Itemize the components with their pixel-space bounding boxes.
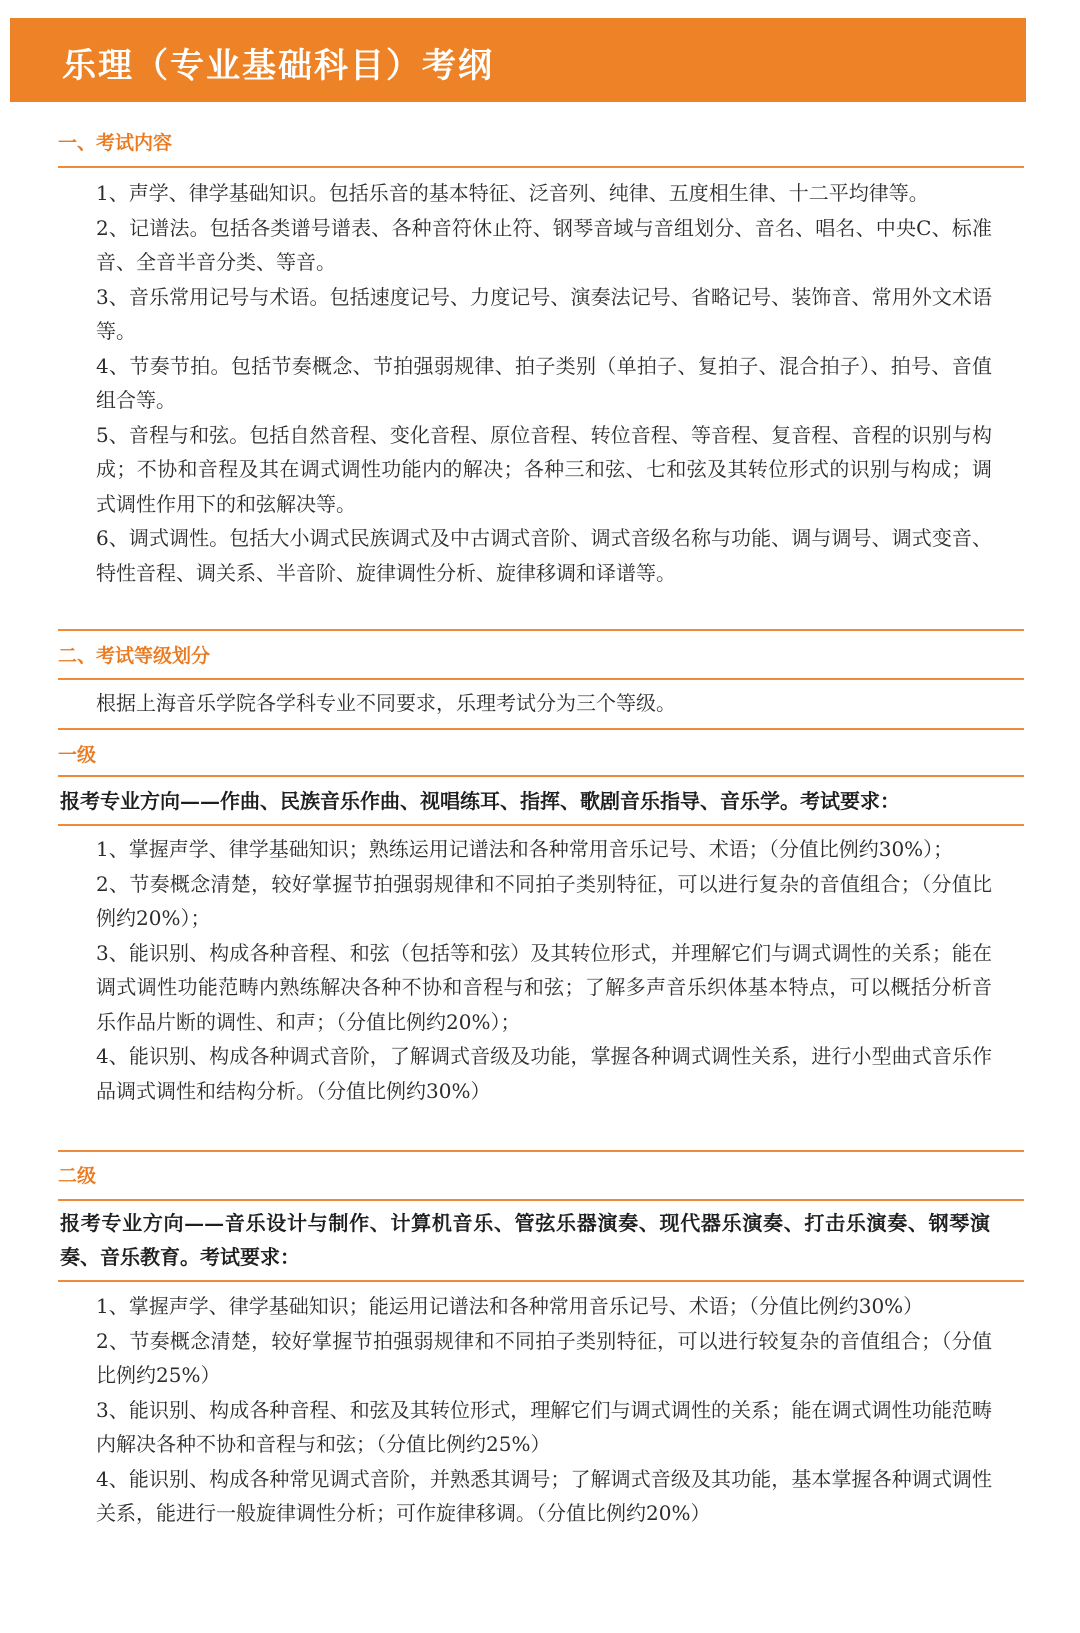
list-item: 3、能识别、构成各种音程、和弦及其转位形式，理解它们与调式调性的关系；能在调式调性功能范畴内解决各种不协和音程与和弦；（分值比例约25%） xyxy=(96,1397,992,1456)
section-heading-exam-content: 一、考试内容 xyxy=(58,132,173,154)
exam-content-list xyxy=(96,176,992,590)
list-item: 1、掌握声学、律学基础知识；熟练运用记谱法和各种常用音乐记号、术语；（分值比例约30%）； xyxy=(96,837,954,861)
divider xyxy=(58,1280,1024,1282)
list-item: 2、节奏概念清楚，较好掌握节拍强弱规律和不同拍子类别特征，可以进行复杂的音值组合；（分值比例约20%）； xyxy=(96,871,992,930)
levels-intro-text: 根据上海音乐学院各学科专业不同要求，乐理考试分为三个等级。 xyxy=(96,691,676,715)
list-item: 4、能识别、构成各种常见调式音阶，并熟悉其调号；了解调式音级及其功能，基本掌握各种调式调性关系，能进行一般旋律调性分析；可作旋律移调。（分值比例约20%） xyxy=(96,1466,992,1525)
level-2-heading: 二级 xyxy=(58,1165,97,1187)
divider xyxy=(58,629,1024,631)
list-item: 3、能识别、构成各种音程、和弦（包括等和弦）及其转位形式，并理解它们与调式调性的关系；能在调式调性功能范畴内熟练解决各种不协和音程与和弦；了解多声音乐织体基本特点，可以概括分析音乐作品片断的调性、和声；（分值比例约20%）； xyxy=(96,940,992,1034)
list-item: 1、声学、律学基础知识。包括乐音的基本特征、泛音列、纯律、五度相生律、十二平均律等。 xyxy=(96,181,929,205)
list-item: 5、音程与和弦。包括自然音程、变化音程、原位音程、转位音程、等音程、复音程、音程的识别与构成；不协和音程及其在调式调性功能内的解决；各种三和弦、七和弦及其转位形式的识别与构成；调式调性作用下的和弦解决等。 xyxy=(96,422,992,516)
page-title: 乐理（专业基础科目）考纲 xyxy=(62,46,494,86)
section-heading-exam-levels: 二、考试等级划分 xyxy=(58,645,211,667)
list-item: 2、记谱法。包括各类谱号谱表、各种音符休止符、钢琴音域与音组划分、音名、唱名、中央C、标准音、全音半音分类、等音。 xyxy=(96,215,992,274)
list-item: 1、掌握声学、律学基础知识；能运用记谱法和各种常用音乐记号、术语；（分值比例约30%） xyxy=(96,1294,924,1318)
list-item: 4、节奏节拍。包括节奏概念、节拍强弱规律、拍子类别（单拍子、复拍子、混合拍子）、拍号、音值组合等。 xyxy=(96,353,992,412)
level-1-direction: 报考专业方向——作曲、民族音乐作曲、视唱练耳、指挥、歌剧音乐指导、音乐学。考试要求： xyxy=(60,789,900,813)
title-banner xyxy=(10,18,1026,102)
level-1-requirements xyxy=(96,832,992,1108)
level-1-heading: 一级 xyxy=(58,744,97,766)
list-item: 2、节奏概念清楚，较好掌握节拍强弱规律和不同拍子类别特征，可以进行较复杂的音值组合；（分值比例约25%） xyxy=(96,1328,992,1387)
divider xyxy=(58,678,1024,680)
divider xyxy=(58,775,1024,777)
list-item: 3、音乐常用记号与术语。包括速度记号、力度记号、演奏法记号、省略记号、装饰音、常用外文术语等。 xyxy=(96,284,992,343)
divider xyxy=(58,728,1024,730)
level-2-direction: 报考专业方向——音乐设计与制作、计算机音乐、管弦乐器演奏、现代器乐演奏、打击乐演奏、钢琴演奏、音乐教育。考试要求： xyxy=(60,1211,990,1269)
level-2-requirements xyxy=(96,1289,992,1531)
list-item: 4、能识别、构成各种调式音阶，了解调式音级及功能，掌握各种调式调性关系，进行小型曲式音乐作品调式调性和结构分析。（分值比例约30%） xyxy=(96,1044,992,1103)
divider xyxy=(58,1150,1024,1152)
divider xyxy=(58,166,1024,168)
divider xyxy=(58,1199,1024,1201)
list-item: 6、调式调性。包括大小调式民族调式及中古调式音阶、调式音级名称与功能、调与调号、调式变音、特性音程、调关系、半音阶、旋律调性分析、旋律移调和译谱等。 xyxy=(96,526,992,585)
divider xyxy=(58,824,1024,826)
